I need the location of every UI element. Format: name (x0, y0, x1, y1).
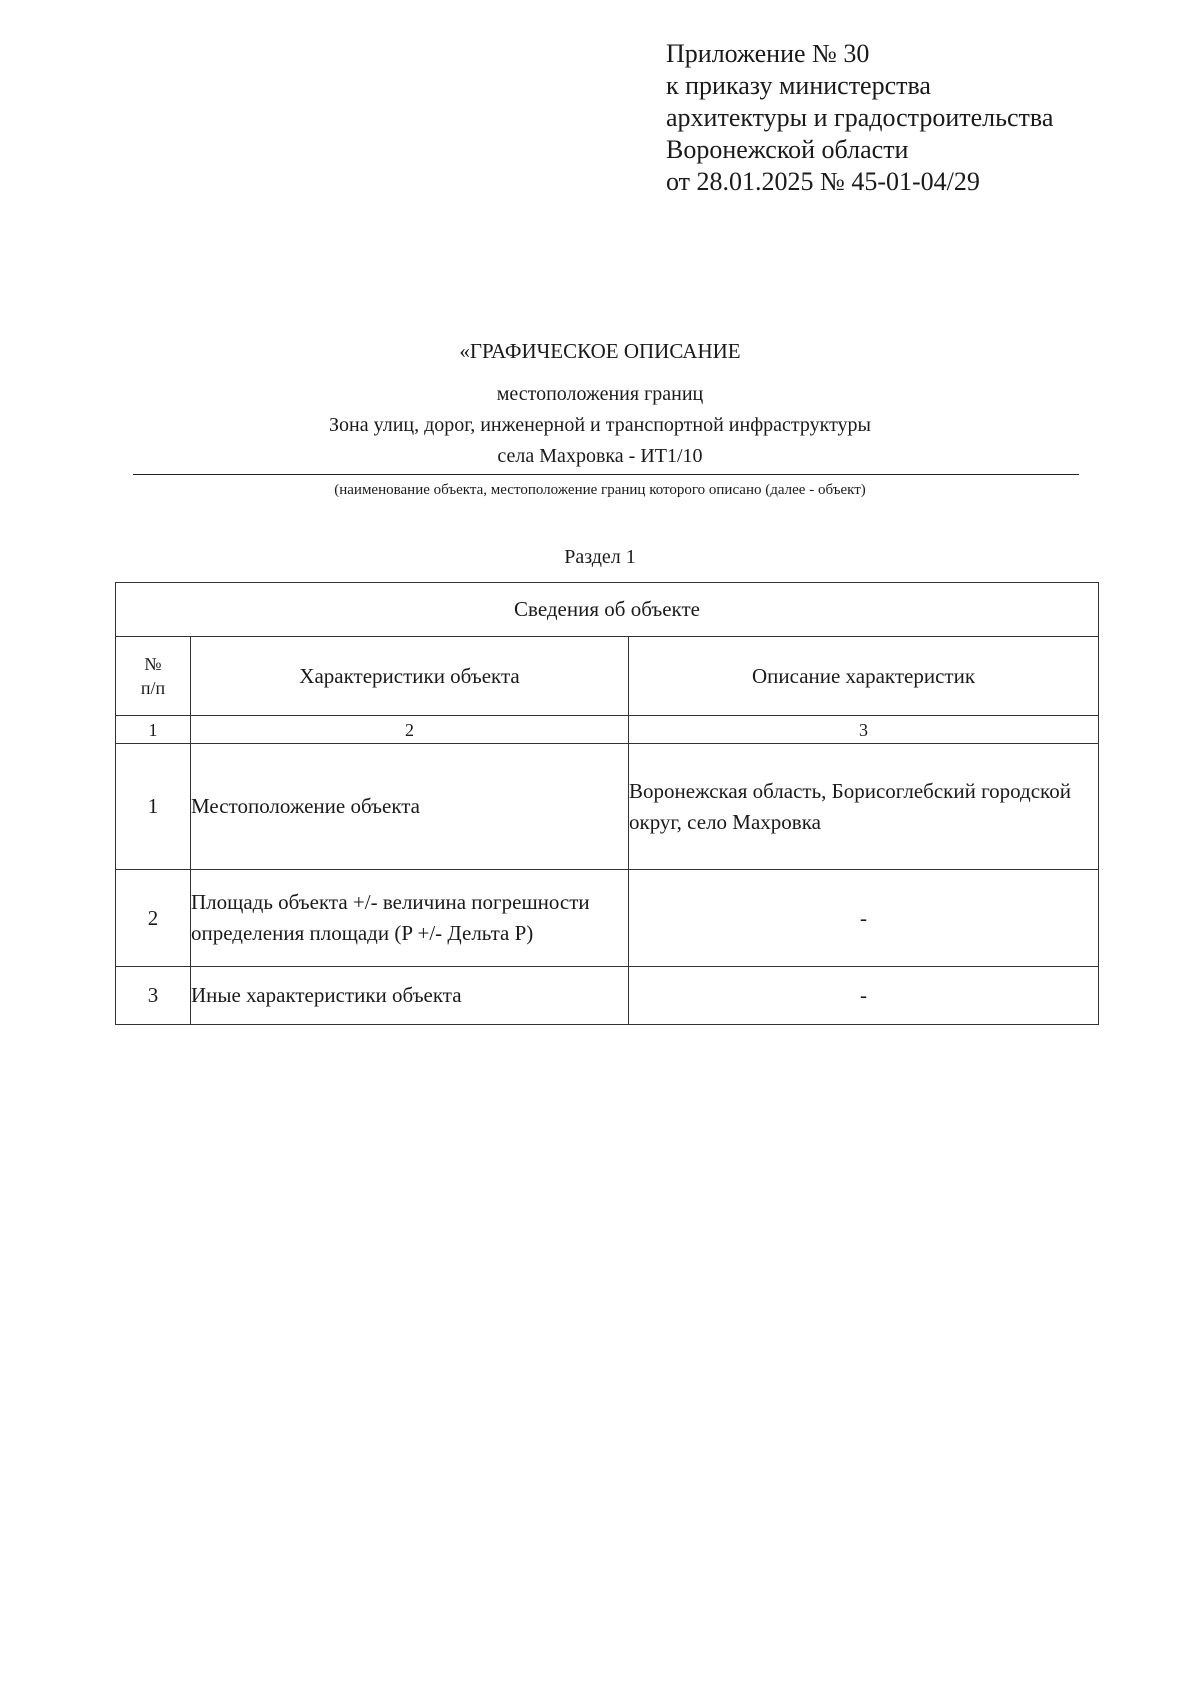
object-name-line-2: Зона улиц, дорог, инженерной и транспортной инфраструктуры (329, 414, 871, 436)
col-header-description: Описание характеристик (629, 637, 1099, 716)
object-name-line-1: местоположения границ (496, 383, 704, 405)
appendix-number: Приложение № 30 (666, 39, 870, 68)
table-header: Сведения об объекте (116, 583, 1099, 637)
object-info-table (115, 582, 1099, 1025)
document-title: «ГРАФИЧЕСКОЕ ОПИСАНИЕ (459, 339, 741, 363)
col-header-number-pp: п/п (140, 678, 166, 698)
row-number: 3 (116, 967, 191, 1025)
column-index-cell: 2 (191, 716, 629, 744)
table-row (116, 967, 1099, 1025)
column-index-cell: 1 (116, 716, 191, 744)
col-header-number-sign: № (144, 654, 162, 674)
appendix-region-line: Воронежской области (666, 135, 909, 164)
row-number: 2 (116, 870, 191, 967)
table-row (116, 744, 1099, 870)
row-description: - (629, 967, 1099, 1025)
column-index-row (116, 716, 1099, 744)
appendix-reference (666, 38, 1053, 198)
appendix-ministry-line: архитектуры и градостроительства (666, 103, 1054, 132)
section-heading: Раздел 1 (564, 546, 636, 568)
column-headers-row (116, 637, 1099, 716)
column-index-cell: 3 (629, 716, 1099, 744)
row-characteristic: Иные характеристики объекта (191, 967, 629, 1025)
underline-divider (133, 474, 1079, 475)
object-name-caption: (наименование объекта, местоположение границ которого описано (далее - объект) (334, 482, 866, 498)
object-name-line-3: села Махровка - ИТ1/10 (497, 445, 703, 467)
col-header-number (116, 637, 191, 716)
col-header-characteristics: Характеристики объекта (191, 637, 629, 716)
table-header-row (116, 583, 1099, 637)
object-name (0, 379, 1200, 472)
table-row (116, 870, 1099, 967)
row-characteristic: Местоположение объекта (191, 744, 629, 870)
appendix-order-line: к приказу министерства (666, 71, 931, 100)
row-number: 1 (116, 744, 191, 870)
row-characteristic: Площадь объекта +/- величина погрешности определения площади (P +/- Дельта P) (191, 870, 629, 967)
row-description: - (629, 870, 1099, 967)
appendix-date-line: от 28.01.2025 № 45-01-04/29 (666, 167, 980, 196)
row-description: Воронежская область, Борисоглебский городской округ, село Махровка (629, 744, 1099, 870)
